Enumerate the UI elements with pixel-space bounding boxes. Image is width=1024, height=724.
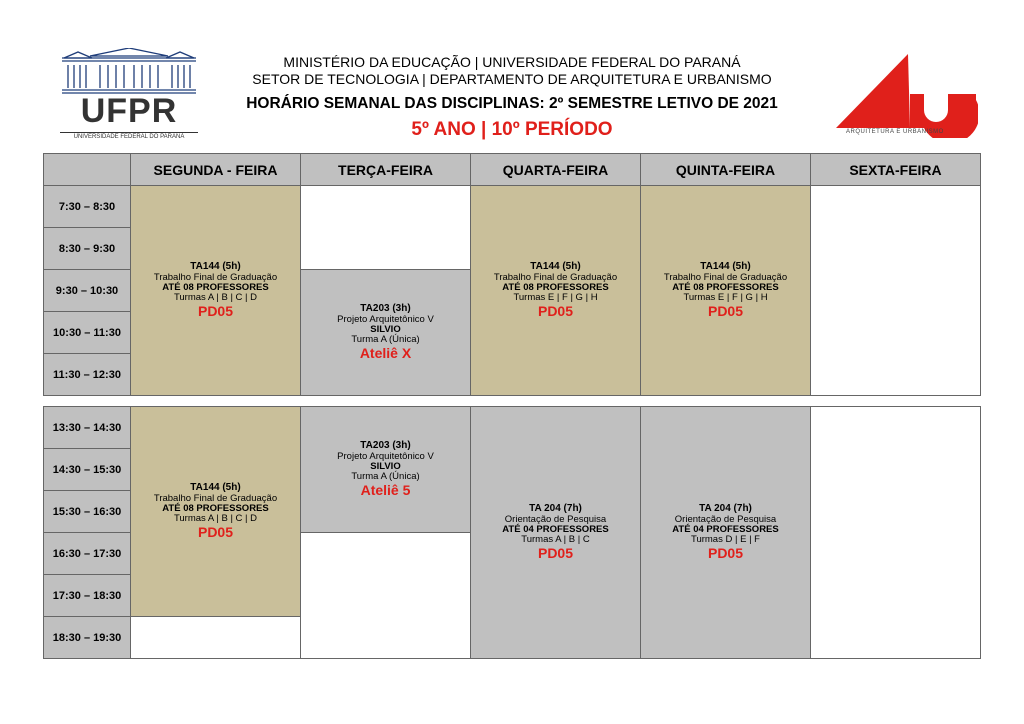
day-header-thursday: QUINTA-FEIRA	[640, 153, 811, 186]
professor: SILVIO	[370, 460, 401, 472]
room: Ateliê 5	[360, 481, 411, 498]
turmas: Turma A (Única)	[351, 333, 420, 345]
period-subtitle: 5º ANO | 10º PERÍODO	[411, 119, 613, 140]
au-caption: ARQUITETURA E URBANISMO	[846, 129, 944, 135]
class-block-monday-afternoon	[130, 406, 301, 617]
room: PD05	[197, 302, 234, 319]
professor: ATÉ 04 PROFESSORES	[502, 523, 609, 535]
professor: ATÉ 08 PROFESSORES	[502, 281, 609, 293]
class-block-tuesday-afternoon	[300, 406, 471, 533]
course-code: TA203 (3h)	[360, 303, 411, 315]
professor: ATÉ 04 PROFESSORES	[672, 523, 779, 535]
corner-cell	[43, 153, 131, 186]
time-slot: 16:30 – 17:30	[43, 532, 131, 575]
schedule-title: HORÁRIO SEMANAL DAS DISCIPLINAS: 2º SEMESTRE LETIVO DE 2021	[246, 95, 778, 112]
turmas: Turmas A | B | C | D	[173, 291, 258, 303]
class-block-wednesday-morning	[470, 185, 641, 396]
course-name: Projeto Arquitetônico V	[337, 313, 434, 325]
room: PD05	[537, 302, 574, 319]
room: PD05	[537, 544, 574, 561]
turmas: Turmas E | F | G | H	[513, 291, 598, 303]
class-block-thursday-morning	[640, 185, 811, 396]
empty-cell	[810, 185, 981, 396]
course-code: TA203 (3h)	[360, 440, 411, 452]
time-slot: 10:30 – 11:30	[43, 311, 131, 354]
class-block-tuesday-morning	[300, 269, 471, 396]
turmas: Turma A (Única)	[351, 470, 420, 482]
day-header-wednesday: QUARTA-FEIRA	[470, 153, 641, 186]
class-block-thursday-afternoon	[640, 406, 811, 659]
time-slot: 17:30 – 18:30	[43, 574, 131, 617]
day-header-tuesday: TERÇA-FEIRA	[300, 153, 471, 186]
course-name: Trabalho Final de Graduação	[493, 271, 618, 283]
course-name: Orientação de Pesquisa	[674, 513, 777, 525]
ufpr-wordmark: UFPR	[80, 92, 178, 130]
department-line: SETOR DE TECNOLOGIA | DEPARTAMENTO DE ARQUITETURA E URBANISMO	[252, 71, 772, 87]
turmas: Turmas A | B | C	[521, 533, 590, 545]
room: PD05	[707, 302, 744, 319]
course-code: TA 204 (7h)	[699, 503, 752, 515]
course-code: TA 204 (7h)	[529, 503, 582, 515]
course-name: Projeto Arquitetônico V	[337, 450, 434, 462]
time-slot: 9:30 – 10:30	[43, 269, 131, 312]
time-slot: 15:30 – 16:30	[43, 490, 131, 533]
empty-cell	[810, 406, 981, 659]
empty-cell	[130, 616, 301, 659]
course-name: Trabalho Final de Graduação	[153, 271, 278, 283]
room: Ateliê X	[359, 344, 412, 361]
class-block-monday-morning	[130, 185, 301, 396]
room: PD05	[707, 544, 744, 561]
course-name: Trabalho Final de Graduação	[663, 271, 788, 283]
time-slot: 7:30 – 8:30	[43, 185, 131, 228]
professor: ATÉ 08 PROFESSORES	[162, 281, 269, 293]
professor: SILVIO	[370, 323, 401, 335]
time-slot: 14:30 – 15:30	[43, 448, 131, 491]
empty-cell	[300, 532, 471, 659]
time-slot: 18:30 – 19:30	[43, 616, 131, 659]
time-slot: 8:30 – 9:30	[43, 227, 131, 270]
time-slot: 11:30 – 12:30	[43, 353, 131, 396]
day-header-monday: SEGUNDA - FEIRA	[130, 153, 301, 186]
course-code: TA144 (5h)	[190, 482, 241, 494]
class-block-wednesday-afternoon	[470, 406, 641, 659]
professor: ATÉ 08 PROFESSORES	[162, 502, 269, 514]
course-code: TA144 (5h)	[700, 261, 751, 273]
course-name: Orientação de Pesquisa	[504, 513, 607, 525]
day-header-friday: SEXTA-FEIRA	[810, 153, 981, 186]
empty-cell	[300, 185, 471, 270]
turmas: Turmas E | F | G | H	[683, 291, 768, 303]
course-name: Trabalho Final de Graduação	[153, 492, 278, 504]
course-code: TA144 (5h)	[190, 261, 241, 273]
time-slot: 13:30 – 14:30	[43, 406, 131, 449]
professor: ATÉ 08 PROFESSORES	[672, 281, 779, 293]
ministry-line: MINISTÉRIO DA EDUCAÇÃO | UNIVERSIDADE FEDERAL DO PARANÁ	[283, 54, 741, 70]
ufpr-caption: UNIVERSIDADE FEDERAL DO PARANÁ	[60, 132, 198, 140]
room: PD05	[197, 523, 234, 540]
turmas: Turmas D | E | F	[691, 533, 760, 545]
turmas: Turmas A | B | C | D	[173, 512, 258, 524]
course-code: TA144 (5h)	[530, 261, 581, 273]
